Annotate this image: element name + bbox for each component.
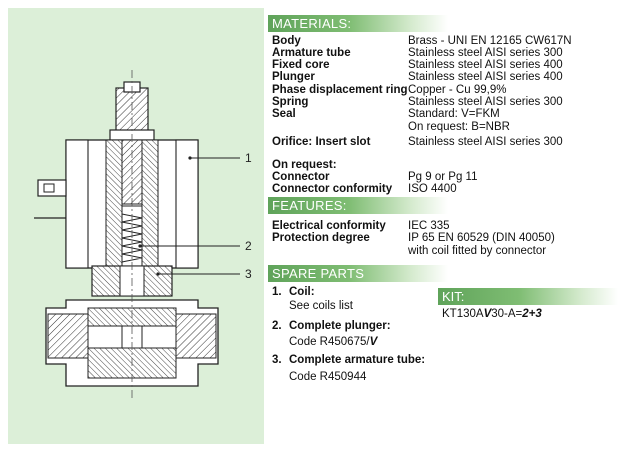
spare-part-title: Complete armature tube: <box>289 354 426 366</box>
material-value: Stainless steel AISI series 400 <box>408 71 563 83</box>
spare-part-detail: Code R450944 <box>289 371 367 383</box>
callout-3: 3 <box>245 267 252 281</box>
material-name: Connector <box>272 171 330 183</box>
material-row <box>272 136 616 148</box>
material-name: Spring <box>272 96 309 108</box>
feature-value: IEC 335 <box>408 220 450 232</box>
kit-code: KT130AV30-A=2+3 <box>442 308 542 320</box>
material-value: Stainless steel AISI series 300 <box>408 96 563 108</box>
callout-2: 2 <box>245 239 252 253</box>
callout-1: 1 <box>245 151 252 165</box>
material-value: Brass - UNI EN 12165 CW617N <box>408 35 572 47</box>
material-name: Body <box>272 35 301 47</box>
material-value: Pg 9 or Pg 11 <box>408 171 478 183</box>
material-value: Standard: V=FKM <box>408 108 500 120</box>
material-row <box>272 47 616 59</box>
material-name: On request: <box>272 159 337 171</box>
feature-row <box>272 245 616 257</box>
feature-value: IP 65 EN 60529 (DIN 40050) <box>408 232 555 244</box>
spare-part-number: 1. <box>272 286 282 298</box>
spare-part-title: Coil: <box>289 286 315 298</box>
material-value: Stainless steel AISI series 300 <box>408 136 563 148</box>
material-row <box>272 183 616 195</box>
kit-header: KIT: <box>438 288 618 305</box>
material-name: Plunger <box>272 71 315 83</box>
material-name: Phase displacement ring <box>272 84 408 96</box>
material-name: Armature tube <box>272 47 351 59</box>
feature-row <box>272 232 616 244</box>
feature-value: with coil fitted by connector <box>408 245 547 257</box>
material-value: Copper - Cu 99,9% <box>408 84 507 96</box>
material-row <box>272 35 616 47</box>
material-row <box>272 71 616 83</box>
material-value: Stainless steel AISI series 300 <box>408 47 563 59</box>
spare-part-detail: See coils list <box>289 300 353 312</box>
features-header: FEATURES: <box>268 197 448 214</box>
material-row <box>272 171 616 183</box>
valve-drawing-panel <box>8 8 264 444</box>
material-row <box>272 59 616 71</box>
material-value: ISO 4400 <box>408 183 457 195</box>
materials-header: MATERIALS: <box>268 15 448 32</box>
spare-part-number: 3. <box>272 354 282 366</box>
material-name: Connector conformity <box>272 183 393 195</box>
material-name: Orifice: Insert slot <box>272 136 371 148</box>
material-value: On request: B=NBR <box>408 121 510 133</box>
material-row <box>272 121 616 133</box>
spare-part-detail: Code R450675/V <box>289 336 378 348</box>
material-value: Stainless steel AISI series 400 <box>408 59 563 71</box>
feature-name: Electrical conformity <box>272 220 386 232</box>
feature-name: Protection degree <box>272 232 370 244</box>
material-name: Fixed core <box>272 59 330 71</box>
spare-part-number: 2. <box>272 320 282 332</box>
material-row <box>272 159 616 171</box>
material-row <box>272 84 616 96</box>
spare-part-title: Complete plunger: <box>289 320 391 332</box>
spare-parts-header: SPARE PARTS <box>268 265 448 282</box>
material-row <box>272 108 616 120</box>
solenoid-valve-cross-section <box>8 8 264 444</box>
material-row <box>272 96 616 108</box>
material-name: Seal <box>272 108 296 120</box>
feature-row <box>272 220 616 232</box>
